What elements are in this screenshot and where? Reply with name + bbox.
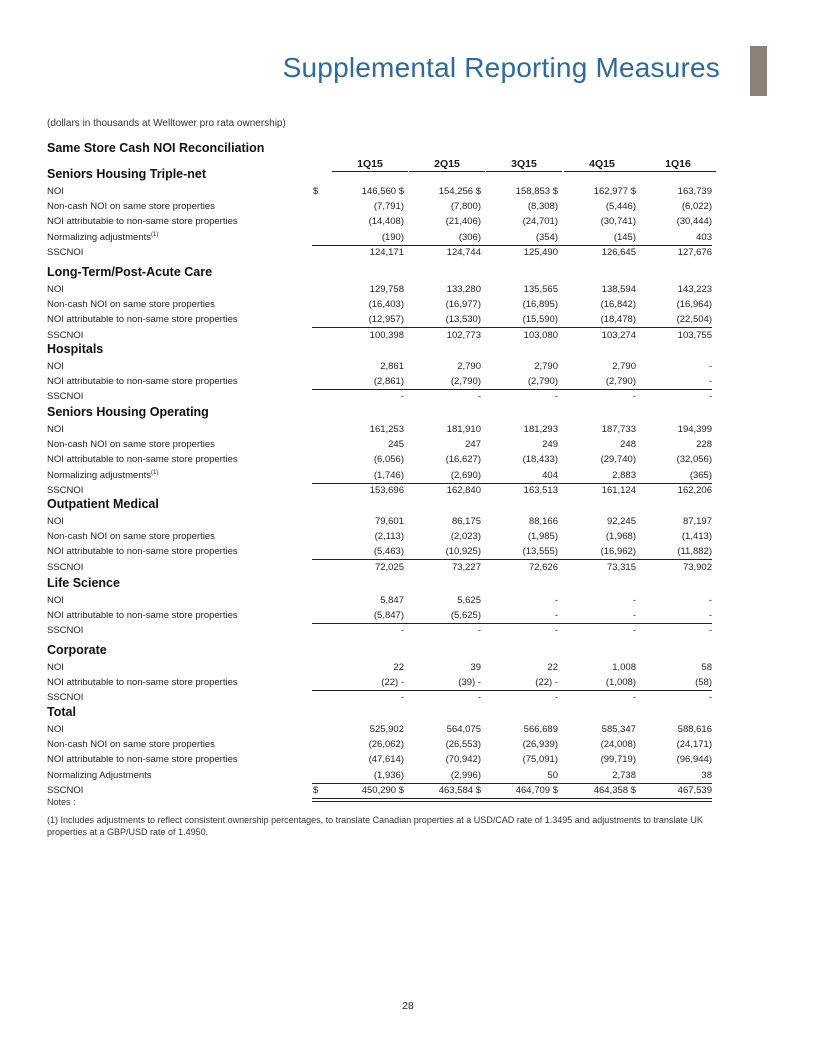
cell-value: 566,689: [523, 724, 558, 735]
cell-value: 564,075: [446, 724, 481, 735]
cell-value: (29,740): [600, 454, 636, 466]
table-row: [47, 595, 712, 610]
row-label: [47, 376, 238, 387]
cell-value: (16,895): [522, 299, 558, 311]
cell-value: (16,403): [368, 299, 404, 311]
currency-symbol: $: [313, 186, 319, 197]
cell-value: (5,625): [450, 610, 481, 622]
row-label: [47, 754, 238, 765]
row-label-text: NOI attributable to non-same store properties: [47, 754, 238, 766]
column-header-1q15: 1Q15: [332, 158, 408, 172]
cell-value: (190): [381, 231, 404, 243]
cell-value: 92,245: [606, 516, 636, 527]
row-label-text: SSCNOI: [47, 625, 84, 637]
cell-value: 163,513: [523, 484, 558, 496]
cell-value: 404: [542, 469, 558, 481]
table-row: [47, 330, 712, 345]
cell-value: 22: [547, 662, 558, 673]
cell-value: (1,008): [605, 677, 636, 689]
cell-value: (99,719): [600, 754, 636, 766]
cell-value: -: [708, 692, 712, 704]
cell-value: (22) -: [381, 677, 404, 689]
row-label: [47, 216, 238, 227]
group-title: Corporate: [47, 643, 107, 657]
row-label: [47, 531, 215, 542]
cell-value: (6,022): [681, 201, 712, 213]
cell-value: 135,565: [523, 284, 558, 295]
cell-value: 73,227: [451, 561, 481, 573]
table-row: [47, 516, 712, 531]
cell-value: 187,733: [601, 424, 636, 435]
row-label-text: Normalizing adjustments: [47, 469, 152, 481]
cell-value: (96,944): [676, 754, 712, 766]
row-label: [47, 470, 158, 481]
cell-value: -: [477, 692, 481, 704]
cell-value: 129,758: [369, 284, 404, 295]
cell-value: (1,413): [681, 531, 712, 543]
cell-value: 588,616: [677, 724, 712, 735]
table-row: [47, 361, 712, 376]
row-label: [47, 677, 238, 688]
cell-value: -: [708, 361, 712, 372]
cell-value: 2,790: [612, 361, 636, 372]
row-label: [47, 201, 215, 212]
cell-value: 103,755: [677, 329, 712, 341]
cell-value: (47,614): [368, 754, 404, 766]
cell-value: -: [708, 376, 712, 388]
cell-value: 247: [465, 439, 481, 451]
cell-value: (306): [458, 231, 481, 243]
cell-value: 72,626: [528, 561, 558, 573]
row-label: [47, 391, 83, 402]
cell-value: (2,996): [450, 769, 481, 781]
cell-value: -: [554, 625, 558, 637]
cell-value: 464,358 $: [593, 784, 636, 796]
row-label: [47, 361, 64, 372]
cell-value: 153,696: [369, 484, 404, 496]
cell-value: (11,882): [677, 546, 712, 558]
cell-value: -: [632, 610, 636, 622]
table-row: [47, 424, 712, 439]
cell-value: 2,883: [612, 469, 636, 481]
cell-value: (12,957): [368, 314, 404, 326]
group-title: Total: [47, 705, 76, 719]
row-label: [47, 330, 83, 341]
cell-value: (70,942): [445, 754, 481, 766]
cell-value: (18,433): [522, 454, 558, 466]
currency-symbol: $: [313, 784, 319, 796]
cell-value: (13,530): [445, 314, 481, 326]
cell-value: (16,962): [600, 546, 636, 558]
table-row: [47, 739, 712, 754]
row-label-text: NOI: [47, 595, 64, 606]
cell-value: 79,601: [374, 516, 404, 527]
row-label: [47, 785, 83, 796]
row-label: [47, 562, 83, 573]
cell-value: (26,939): [522, 739, 558, 751]
cell-value: 403: [696, 231, 712, 243]
table-row: [47, 692, 712, 707]
cell-value: 38: [701, 769, 712, 781]
footnote-ref: (1): [151, 469, 159, 476]
row-label-text: SSCNOI: [47, 391, 84, 403]
cell-value: (5,847): [373, 610, 404, 622]
row-label: [47, 595, 64, 606]
cell-value: (354): [535, 231, 558, 243]
subtotal-rule: [312, 483, 712, 484]
table-row: [47, 625, 712, 640]
subtotal-rule: [312, 245, 712, 246]
cell-value: (2,113): [374, 531, 404, 543]
row-label-text: NOI: [47, 724, 64, 735]
row-label-text: Normalizing Adjustments: [47, 769, 152, 781]
cell-value: 133,280: [446, 284, 481, 295]
cell-value: (365): [689, 469, 712, 481]
page-number: 28: [402, 1000, 414, 1012]
cell-value: (1,985): [527, 531, 558, 543]
cell-value: (14,408): [368, 216, 404, 228]
group-title: Hospitals: [47, 342, 104, 356]
cell-value: 72,025: [374, 561, 404, 573]
cell-value: -: [632, 692, 636, 704]
group-title: Seniors Housing Triple-net: [47, 167, 207, 181]
cell-value: (75,091): [522, 754, 558, 766]
cell-value: -: [708, 610, 712, 622]
row-label-text: Non-cash NOI on same store properties: [47, 201, 215, 213]
cell-value: 1,008: [612, 662, 636, 673]
cell-value: 450,290 $: [361, 784, 404, 796]
cell-value: 100,398: [369, 329, 404, 341]
cell-value: 163,739: [677, 186, 712, 197]
cell-value: (24,008): [600, 739, 636, 751]
cell-value: 126,645: [601, 246, 636, 258]
cell-value: -: [477, 391, 481, 403]
cell-value: 2,861: [380, 361, 404, 372]
cell-value: (1,746): [373, 469, 404, 481]
cell-value: 249: [542, 439, 558, 451]
cell-value: (16,964): [676, 299, 712, 311]
cell-value: (21,406): [445, 216, 481, 228]
cell-value: (58): [695, 677, 712, 689]
cell-value: (22,504): [676, 314, 712, 326]
row-label: [47, 424, 64, 435]
footnote-1: (1) Includes adjustments to reflect consistent ownership percentages, to translate Canadian properties at a USD/CAD rate of 1.3495 and adjustments to translate UK properties at a GBP/USD rate of 1.4950.: [47, 815, 703, 837]
cell-value: -: [632, 595, 636, 606]
cell-value: -: [632, 391, 636, 403]
group-title: Seniors Housing Operating: [47, 405, 209, 419]
row-label-text: SSCNOI: [47, 329, 84, 341]
cell-value: (24,171): [676, 739, 712, 751]
cell-value: -: [632, 625, 636, 637]
section-title: Same Store Cash NOI Reconciliation: [47, 141, 265, 155]
cell-value: -: [708, 391, 712, 403]
cell-value: (1,968): [605, 531, 636, 543]
cell-value: (1,936): [373, 769, 404, 781]
row-label: [47, 625, 83, 636]
table-row: [47, 299, 712, 314]
cell-value: -: [554, 391, 558, 403]
cell-value: 5,847: [380, 595, 404, 606]
table-row: [47, 531, 712, 546]
cell-value: 585,347: [601, 724, 636, 735]
row-label-text: Normalizing adjustments: [47, 231, 152, 243]
row-label: [47, 284, 64, 295]
cell-value: (10,925): [445, 546, 481, 558]
table-row: [47, 201, 712, 216]
cell-value: 228: [696, 439, 712, 451]
cell-value: 525,902: [369, 724, 404, 735]
row-label: [47, 439, 215, 450]
row-label: [47, 610, 238, 621]
cell-value: (16,842): [600, 299, 636, 311]
subtotal-rule: [312, 623, 712, 624]
row-label: [47, 662, 64, 673]
cell-value: 162,840: [446, 484, 481, 496]
cell-value: (18,478): [600, 314, 636, 326]
row-label-text: NOI attributable to non-same store properties: [47, 677, 238, 689]
row-label-text: SSCNOI: [47, 246, 84, 258]
cell-value: (32,056): [676, 454, 712, 466]
group-title: Life Science: [47, 576, 120, 590]
cell-value: 463,584 $: [438, 784, 481, 796]
cell-value: 102,773: [446, 329, 481, 341]
cell-value: 22: [393, 662, 404, 673]
row-label: [47, 692, 83, 703]
row-label-text: NOI: [47, 284, 64, 295]
cell-value: (8,308): [527, 201, 558, 213]
cell-value: (13,555): [522, 546, 558, 558]
cell-value: (30,444): [676, 216, 712, 228]
cell-value: -: [477, 625, 481, 637]
cell-value: 5,625: [457, 595, 481, 606]
cell-value: (2,790): [527, 376, 558, 388]
column-header-3q15: 3Q15: [486, 158, 562, 172]
table-row: [47, 724, 712, 739]
cell-value: 181,293: [523, 424, 558, 435]
row-label-text: NOI: [47, 662, 64, 673]
table-row: [47, 247, 712, 262]
row-label: [47, 314, 238, 325]
cell-value: (7,791): [373, 201, 404, 213]
row-label-text: SSCNOI: [47, 561, 84, 573]
cell-value: (22) -: [535, 677, 558, 689]
row-label: [47, 516, 64, 527]
cell-value: 146,560 $: [361, 186, 404, 197]
row-label: [47, 739, 215, 750]
footnote-ref: (1): [151, 231, 159, 238]
row-label: [47, 485, 83, 496]
row-label-text: NOI attributable to non-same store properties: [47, 376, 238, 388]
cell-value: 161,124: [601, 484, 636, 496]
row-label-text: Non-cash NOI on same store properties: [47, 439, 215, 451]
cell-value: 39: [470, 662, 481, 673]
cell-value: (16,977): [445, 299, 481, 311]
cell-value: (30,741): [600, 216, 636, 228]
row-label: [47, 186, 64, 197]
row-label-text: SSCNOI: [47, 692, 84, 704]
cell-value: 124,744: [446, 246, 481, 258]
row-label: [47, 299, 215, 310]
row-label-text: NOI: [47, 361, 64, 372]
cell-value: (6,056): [373, 454, 404, 466]
cell-value: -: [554, 692, 558, 704]
row-label-text: NOI attributable to non-same store properties: [47, 216, 238, 228]
cell-value: 86,175: [451, 516, 481, 527]
row-label: [47, 454, 238, 465]
row-label-text: NOI: [47, 424, 64, 435]
section-tab-marker: [750, 46, 767, 96]
row-label-text: NOI attributable to non-same store properties: [47, 546, 238, 558]
cell-value: -: [400, 391, 404, 403]
table-row: [47, 216, 712, 231]
cell-value: 87,197: [682, 516, 712, 527]
cell-value: (16,627): [445, 454, 481, 466]
units-subtitle: (dollars in thousands at Welltower pro rata ownership): [47, 118, 286, 129]
cell-value: -: [554, 595, 558, 606]
row-label-text: SSCNOI: [47, 484, 84, 496]
subtotal-rule: [312, 783, 712, 784]
cell-value: 58: [701, 662, 712, 673]
cell-value: 158,853 $: [515, 186, 558, 197]
subtotal-rule: [312, 690, 712, 691]
cell-value: 103,080: [523, 329, 558, 341]
cell-value: 73,902: [682, 561, 712, 573]
cell-value: -: [554, 610, 558, 622]
cell-value: 161,253: [369, 424, 404, 435]
cell-value: (26,062): [368, 739, 404, 751]
cell-value: (5,446): [605, 201, 636, 213]
cell-value: (145): [613, 231, 636, 243]
group-title: Outpatient Medical: [47, 497, 159, 511]
row-label-text: Non-cash NOI on same store properties: [47, 299, 215, 311]
row-label-text: NOI: [47, 516, 64, 527]
column-header-2q15: 2Q15: [409, 158, 485, 172]
subtotal-rule: [312, 559, 712, 560]
cell-value: 143,223: [677, 284, 712, 295]
cell-value: 2,790: [457, 361, 481, 372]
cell-value: 50: [547, 769, 558, 781]
cell-value: 248: [620, 439, 636, 451]
total-double-rule: [312, 798, 712, 802]
cell-value: 181,910: [446, 424, 481, 435]
table-row: [47, 454, 712, 469]
cell-value: 467,539: [677, 784, 712, 796]
cell-value: 125,490: [523, 246, 558, 258]
cell-value: -: [400, 692, 404, 704]
row-label: [47, 770, 152, 781]
cell-value: 73,315: [606, 561, 636, 573]
notes-heading: Notes :: [47, 797, 76, 807]
row-label: [47, 232, 158, 243]
row-label-text: NOI attributable to non-same store properties: [47, 610, 238, 622]
cell-value: 154,256 $: [438, 186, 481, 197]
table-row: [47, 284, 712, 299]
row-label-text: NOI attributable to non-same store properties: [47, 314, 238, 326]
row-label-text: SSCNOI: [47, 784, 84, 796]
row-label: [47, 546, 238, 557]
cell-value: -: [708, 625, 712, 637]
cell-value: 2,790: [534, 361, 558, 372]
cell-value: (2,861): [373, 376, 404, 388]
cell-value: 245: [388, 439, 404, 451]
cell-value: -: [708, 595, 712, 606]
cell-value: -: [400, 625, 404, 637]
column-header-row: [312, 158, 712, 172]
row-label: [47, 247, 83, 258]
table-row: [47, 439, 712, 454]
cell-value: (2,023): [450, 531, 481, 543]
table-row: [47, 186, 712, 201]
subtotal-rule: [312, 389, 712, 390]
cell-value: 88,166: [528, 516, 558, 527]
cell-value: (2,690): [450, 469, 481, 481]
subtotal-rule: [312, 327, 712, 328]
column-header-1q16: 1Q16: [640, 158, 716, 172]
cell-value: 162,206: [677, 484, 712, 496]
cell-value: 138,594: [601, 284, 636, 295]
cell-value: 103,274: [601, 329, 636, 341]
row-label-text: Non-cash NOI on same store properties: [47, 739, 215, 751]
cell-value: 2,738: [612, 769, 636, 781]
table-row: [47, 662, 712, 677]
cell-value: 124,171: [369, 246, 404, 258]
cell-value: (2,790): [450, 376, 481, 388]
cell-value: (24,701): [522, 216, 558, 228]
cell-value: (15,590): [522, 314, 558, 326]
row-label-text: NOI: [47, 186, 64, 197]
table-row: [47, 562, 712, 577]
table-row: [47, 754, 712, 769]
cell-value: (7,800): [450, 201, 481, 213]
row-label-text: NOI attributable to non-same store properties: [47, 454, 238, 466]
cell-value: (26,553): [445, 739, 481, 751]
column-header-4q15: 4Q15: [564, 158, 640, 172]
group-title: Long-Term/Post-Acute Care: [47, 265, 213, 279]
cell-value: (39) -: [458, 677, 481, 689]
cell-value: 127,676: [677, 246, 712, 258]
page-title: Supplemental Reporting Measures: [282, 52, 720, 83]
cell-value: 194,399: [677, 424, 712, 435]
row-label: [47, 724, 64, 735]
cell-value: 162,977 $: [593, 186, 636, 197]
row-label-text: Non-cash NOI on same store properties: [47, 531, 215, 543]
cell-value: (5,463): [373, 546, 404, 558]
cell-value: (2,790): [605, 376, 636, 388]
cell-value: 464,709 $: [515, 784, 558, 796]
